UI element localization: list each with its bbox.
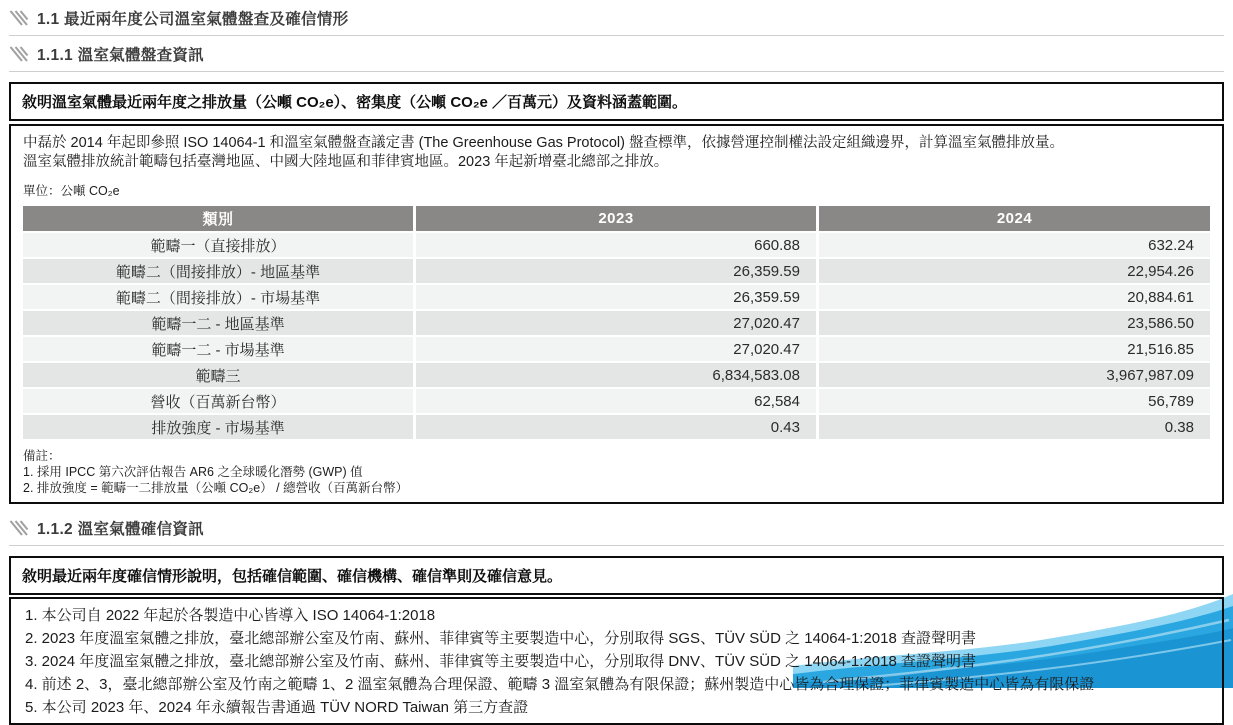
assurance-list-box [9,597,1224,725]
assurance-item: 1. 本公司自 2022 年起於各製造中心皆導入 ISO 14064-1:2018 [25,607,436,624]
row-label: 範疇二（間接排放）- 地區基準 [23,259,413,283]
table-row [23,285,1210,309]
row-label: 範疇二（間接排放）- 市場基準 [23,285,413,309]
unit-label: 單位：公噸 CO₂e [23,184,120,198]
value-2024: 56,789 [819,389,1210,413]
row-label: 排放強度 - 市場基準 [23,415,413,439]
table-row [23,233,1210,257]
column-header-2024: 2024 [819,206,1210,231]
table-header-row [23,206,1210,231]
section-title: 1.1 最近兩年度公司溫室氣體盤查及確信情形 [37,11,349,28]
inventory-intro [23,134,1210,172]
value-2024: 632.24 [819,233,1210,257]
emissions-table [20,204,1213,441]
value-2024: 20,884.61 [819,285,1210,309]
row-label: 營收（百萬新台幣） [23,389,413,413]
note-line: 1. 採用 IPCC 第六次評估報告 AR6 之全球暖化潛勢 (GWP) 值 [23,465,363,479]
table-row [23,415,1210,439]
table-row [23,337,1210,361]
section-header-1-1-1 [9,36,1224,72]
value-2023: 660.88 [416,233,816,257]
value-2024: 23,586.50 [819,311,1210,335]
inventory-content-box [9,124,1224,504]
value-2023: 26,359.59 [416,285,816,309]
value-2023: 27,020.47 [416,337,816,361]
diagonal-stripes-icon [9,10,28,26]
diagonal-stripes-icon [9,46,28,62]
value-2024: 21,516.85 [819,337,1210,361]
row-label: 範疇一二 - 市場基準 [23,337,413,361]
row-label: 範疇三 [23,363,413,387]
table-notes [23,448,1210,496]
table-row [23,389,1210,413]
column-header-category: 類別 [23,206,413,231]
note-line: 2. 排放強度 = 範疇一二排放量（公噸 CO₂e） / 總營收（百萬新台幣） [23,481,409,495]
inventory-statement-text: 敘明溫室氣體最近兩年度之排放量（公噸 CO₂e）、密集度（公噸 CO₂e ／百萬元）及資料涵蓋範圍。 [22,94,688,111]
intro-line: 溫室氣體排放統計範疇包括臺灣地區、中國大陸地區和菲律賓地區。2023 年起新增臺北總部之排放。 [23,154,669,170]
assurance-statement-text: 敘明最近兩年度確信情形說明，包括確信範圍、確信機構、確信準則及確信意見。 [22,568,563,585]
row-label: 範疇一（直接排放） [23,233,413,257]
table-row [23,259,1210,283]
value-2023: 26,359.59 [416,259,816,283]
table-row [23,311,1210,335]
assurance-item: 4. 前述 2、3，臺北總部辦公室及竹南之範疇 1、2 溫室氣體為合理保證、範疇 3 溫室氣體為有限保證；蘇州製造中心皆為合理保證；菲律賓製造中心皆為有限保證 [25,676,1095,693]
value-2023: 0.43 [416,415,816,439]
assurance-item: 5. 本公司 2023 年、2024 年永續報告書通過 TÜV NORD Taiwan 第三方查證 [25,699,529,716]
value-2023: 6,834,583.08 [416,363,816,387]
value-2023: 62,584 [416,389,816,413]
assurance-item: 3. 2024 年度溫室氣體之排放，臺北總部辦公室及竹南、蘇州、菲律賓等主要製造中心，分別取得 DNV、TÜV SÜD 之 14064-1:2018 查證聲明書 [25,653,976,670]
subsection-title: 1.1.2 溫室氣體確信資訊 [37,521,204,538]
diagonal-stripes-icon [9,520,28,536]
subsection-title: 1.1.1 溫室氣體盤查資訊 [37,47,204,64]
table-row [23,363,1210,387]
value-2024: 0.38 [819,415,1210,439]
section-header-1-1 [9,0,1224,36]
section-header-1-1-2 [9,510,1224,546]
row-label: 範疇一二 - 地區基準 [23,311,413,335]
value-2024: 22,954.26 [819,259,1210,283]
value-2024: 3,967,987.09 [819,363,1210,387]
intro-line: 中磊於 2014 年起即參照 ISO 14064-1 和溫室氣體盤查議定書 (The Greenhouse Gas Protocol) 盤查標準，依據營運控制權法設定組織邊界，計算溫室氣體排放量。 [23,135,1064,151]
inventory-statement-box [9,82,1224,121]
notes-title: 備註： [23,449,61,463]
value-2023: 27,020.47 [416,311,816,335]
assurance-statement-box [9,556,1224,595]
assurance-item: 2. 2023 年度溫室氣體之排放，臺北總部辦公室及竹南、蘇州、菲律賓等主要製造中心，分別取得 SGS、TÜV SÜD 之 14064-1:2018 查證聲明書 [25,630,976,647]
column-header-2023: 2023 [416,206,816,231]
